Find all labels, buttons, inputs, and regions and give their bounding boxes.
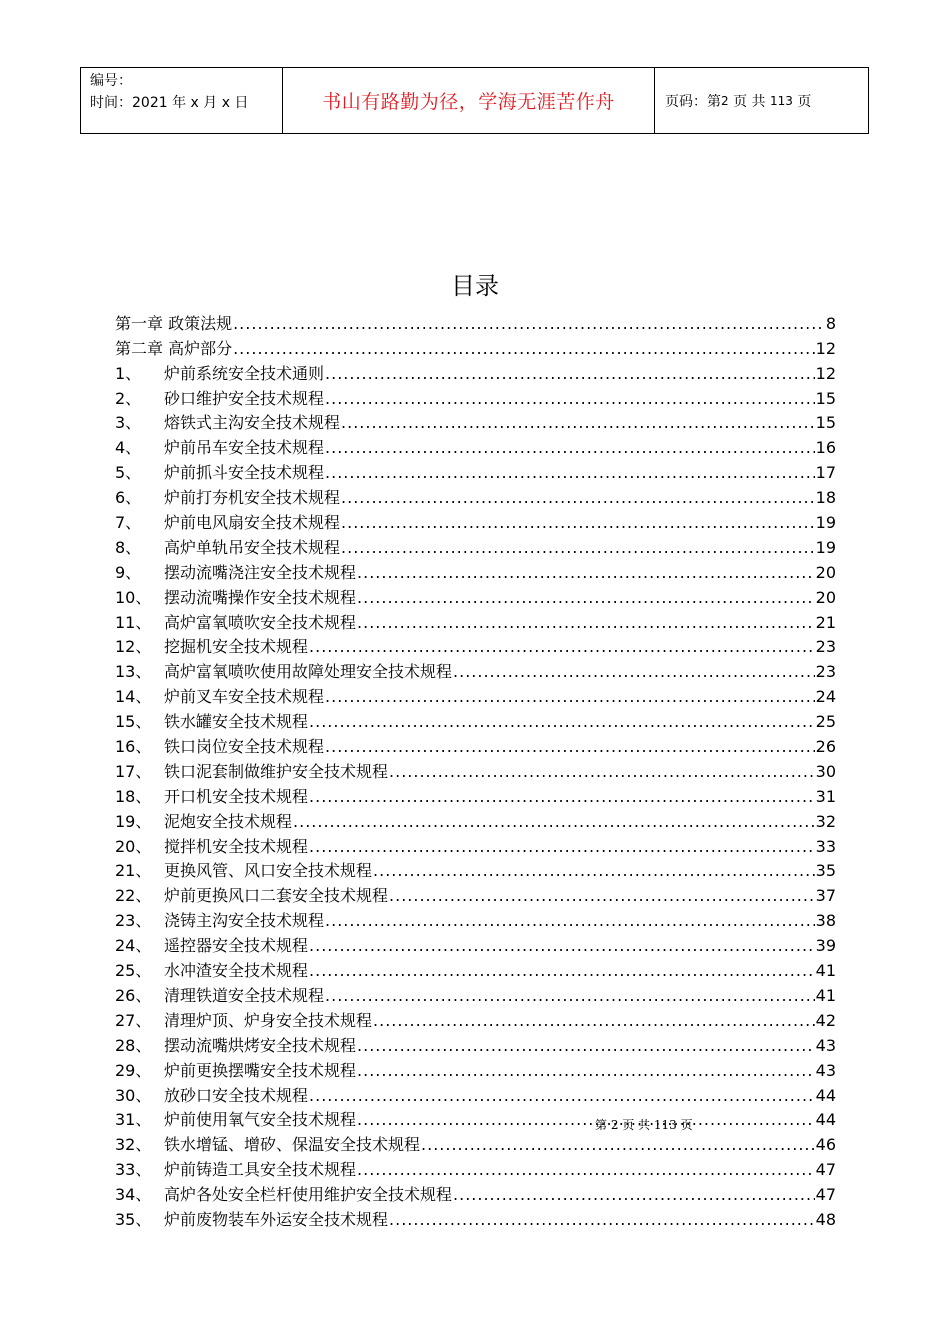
toc-leader-dots <box>389 1210 815 1230</box>
toc-entry[interactable] <box>115 583 836 608</box>
toc-entry[interactable] <box>115 409 836 434</box>
toc-entry-title: 炉前使用氧气安全技术规程 <box>164 1110 357 1130</box>
toc-leader-dots <box>341 413 815 433</box>
toc-leader-dots <box>325 986 815 1006</box>
toc-entry[interactable] <box>115 508 836 533</box>
toc-entry-page: 41 <box>815 961 836 981</box>
toc-entry-page: 23 <box>815 662 836 682</box>
toc-leader-dots <box>357 613 815 633</box>
toc-entry-number: 18、 <box>115 786 152 806</box>
toc-entry-title: 高炉富氧喷吹使用故障处理安全技术规程 <box>164 662 453 682</box>
toc-entry-title: 炉前打夯机安全技术规程 <box>164 488 341 508</box>
toc-entry[interactable] <box>115 657 836 682</box>
toc-entry-title: 铁口泥套制做维护安全技术规程 <box>164 761 389 781</box>
toc-entry-page: 19 <box>815 513 836 533</box>
toc-entry-title: 摆动流嘴浇注安全技术规程 <box>164 562 357 582</box>
toc-entry-number: 16、 <box>115 737 152 757</box>
toc-entry-number: 20、 <box>115 836 152 856</box>
toc-leader-dots <box>309 787 815 807</box>
toc-entry[interactable] <box>115 881 836 906</box>
toc-entry[interactable] <box>115 782 836 807</box>
toc-entry-page: 19 <box>815 537 836 557</box>
toc-entry[interactable] <box>115 707 836 732</box>
page-prefix: 页码：第 <box>665 93 721 110</box>
toc-entry-title: 铁水增锰、增矽、保温安全技术规程 <box>164 1135 421 1155</box>
toc-entry-page: 30 <box>815 761 836 781</box>
toc-entry-number: 15、 <box>115 712 152 732</box>
toc-entry[interactable] <box>115 359 836 384</box>
toc-entry-page: 25 <box>815 712 836 732</box>
toc-leader-dots <box>357 588 815 608</box>
toc-entry[interactable] <box>115 483 836 508</box>
toc-entry[interactable] <box>115 1006 836 1031</box>
toc-entry-page: 48 <box>815 1209 836 1229</box>
toc-entry-number: 8、 <box>115 537 142 557</box>
toc-entry[interactable] <box>115 1130 836 1155</box>
toc-entry[interactable] <box>115 981 836 1006</box>
toc-entry-title: 炉前铸造工具安全技术规程 <box>164 1160 357 1180</box>
toc-entry-number: 2、 <box>115 388 142 408</box>
toc-entry-title: 泥炮安全技术规程 <box>164 811 293 831</box>
toc-entry[interactable] <box>115 832 836 857</box>
toc-entry[interactable] <box>115 732 836 757</box>
toc-entry-title: 炉前叉车安全技术规程 <box>164 687 325 707</box>
toc-entry-title: 高炉各处安全栏杆使用维护安全技术规程 <box>164 1185 453 1205</box>
document-header <box>80 67 869 134</box>
toc-entry[interactable] <box>115 334 836 359</box>
toc-entry-title: 炉前系统安全技术通则 <box>164 363 325 383</box>
toc-entry-title: 炉前吊车安全技术规程 <box>164 438 325 458</box>
toc-entry-number: 10、 <box>115 587 152 607</box>
toc-leader-dots <box>357 1160 815 1180</box>
toc-entry-title: 摆动流嘴烘烤安全技术规程 <box>164 1035 357 1055</box>
toc-entry-title: 开口机安全技术规程 <box>164 786 309 806</box>
toc-entry-number: 33、 <box>115 1160 152 1180</box>
toc-entry-number: 11、 <box>115 612 152 632</box>
toc-leader-dots <box>309 936 815 956</box>
toc-leader-dots <box>233 339 815 359</box>
toc-entry-page: 12 <box>815 363 836 383</box>
toc-entry[interactable] <box>115 1081 836 1106</box>
toc-entry-page: 24 <box>815 687 836 707</box>
toc-entry-page: 47 <box>815 1160 836 1180</box>
toc-entry-number: 14、 <box>115 687 152 707</box>
toc-entry-page: 15 <box>815 388 836 408</box>
toc-entry[interactable] <box>115 633 836 658</box>
toc-leader-dots <box>309 637 815 657</box>
toc-entry[interactable] <box>115 807 836 832</box>
toc-leader-dots <box>309 961 815 981</box>
toc-leader-dots <box>373 861 815 881</box>
toc-leader-dots <box>325 463 815 483</box>
toc-entry-number: 23、 <box>115 911 152 931</box>
toc-entry-number: 34、 <box>115 1185 152 1205</box>
toc-entry[interactable] <box>115 1155 836 1180</box>
toc-entry[interactable] <box>115 931 836 956</box>
toc-entry-page: 37 <box>815 886 836 906</box>
toc-entry-page: 47 <box>815 1185 836 1205</box>
toc-leader-dots <box>357 1110 815 1130</box>
toc-entry[interactable] <box>115 433 836 458</box>
page-mid: 页 共 <box>733 93 766 110</box>
toc-entry-number: 7、 <box>115 513 142 533</box>
toc-leader-dots <box>453 662 815 682</box>
toc-leader-dots <box>421 1135 815 1155</box>
toc-entry-number: 13、 <box>115 662 152 682</box>
toc-entry-number: 21、 <box>115 861 152 881</box>
table-of-contents <box>115 309 836 1230</box>
toc-entry-number: 17、 <box>115 761 152 781</box>
toc-entry-title: 熔铁式主沟安全技术规程 <box>164 413 341 433</box>
header-meta <box>81 68 283 133</box>
toc-entry-title: 第一章 政策法规 <box>115 313 233 333</box>
toc-entry-page: 44 <box>815 1110 836 1130</box>
toc-entry-page: 32 <box>815 811 836 831</box>
toc-entry-number: 6、 <box>115 488 142 508</box>
toc-leader-dots <box>341 538 815 558</box>
toc-entry-page: 46 <box>815 1135 836 1155</box>
toc-entry-title: 炉前抓斗安全技术规程 <box>164 463 325 483</box>
toc-entry-number: 3、 <box>115 413 142 433</box>
toc-entry-page: 17 <box>815 463 836 483</box>
toc-entry[interactable] <box>115 533 836 558</box>
toc-entry-number: 32、 <box>115 1135 152 1155</box>
toc-entry[interactable] <box>115 309 836 334</box>
toc-entry-number: 35、 <box>115 1209 152 1229</box>
toc-entry-page: 21 <box>815 612 836 632</box>
toc-leader-dots <box>309 837 815 857</box>
toc-leader-dots <box>309 712 815 732</box>
toc-entry-page: 38 <box>815 911 836 931</box>
toc-entry[interactable] <box>115 906 836 931</box>
toc-entry-number: 1、 <box>115 363 142 383</box>
toc-entry-number: 25、 <box>115 961 152 981</box>
toc-title: 目录 <box>451 272 499 300</box>
toc-entry-number: 19、 <box>115 811 152 831</box>
toc-leader-dots <box>325 364 815 384</box>
toc-leader-dots <box>325 438 815 458</box>
toc-entry-number: 30、 <box>115 1085 152 1105</box>
toc-entry-number: 4、 <box>115 438 142 458</box>
toc-entry-title: 第二章 高炉部分 <box>115 338 233 358</box>
toc-leader-dots <box>233 314 825 334</box>
toc-leader-dots <box>357 563 815 583</box>
toc-entry-number: 31、 <box>115 1110 152 1130</box>
toc-leader-dots <box>373 1011 815 1031</box>
toc-entry-number: 26、 <box>115 985 152 1005</box>
toc-entry-title: 挖掘机安全技术规程 <box>164 637 309 657</box>
toc-entry-number: 29、 <box>115 1060 152 1080</box>
toc-entry-number: 12、 <box>115 637 152 657</box>
toc-entry-title: 炉前废物装车外运安全技术规程 <box>164 1209 389 1229</box>
toc-leader-dots <box>309 1086 815 1106</box>
page-total: 113 <box>770 93 793 108</box>
toc-entry-title: 高炉富氧喷吹安全技术规程 <box>164 612 357 632</box>
toc-entry-title: 炉前更换风口二套安全技术规程 <box>164 886 389 906</box>
toc-entry-page: 12 <box>815 338 836 358</box>
toc-entry[interactable] <box>115 1031 836 1056</box>
toc-leader-dots <box>341 488 815 508</box>
toc-entry-title: 更换风管、风口安全技术规程 <box>164 861 373 881</box>
toc-leader-dots <box>293 812 815 832</box>
toc-entry-title: 水冲渣安全技术规程 <box>164 961 309 981</box>
toc-entry-title: 放砂口安全技术规程 <box>164 1085 309 1105</box>
toc-entry[interactable] <box>115 682 836 707</box>
toc-entry-title: 铁口岗位安全技术规程 <box>164 737 325 757</box>
motto-text: 书山有路勤为径，学海无涯苦作舟 <box>322 91 615 113</box>
toc-entry-page: 18 <box>815 488 836 508</box>
footer-page-number: 第 2 页 共 113 页 <box>595 1118 693 1132</box>
toc-entry-title: 搅拌机安全技术规程 <box>164 836 309 856</box>
toc-entry-page: 42 <box>815 1010 836 1030</box>
toc-entry-page: 20 <box>815 587 836 607</box>
toc-entry-title: 高炉单轨吊安全技术规程 <box>164 537 341 557</box>
toc-leader-dots <box>325 737 815 757</box>
toc-entry-number: 28、 <box>115 1035 152 1055</box>
page-suffix: 页 <box>797 93 812 110</box>
header-page-info <box>655 68 868 133</box>
toc-entry-page: 43 <box>815 1060 836 1080</box>
toc-leader-dots <box>325 389 815 409</box>
toc-entry-number: 27、 <box>115 1010 152 1030</box>
toc-entry-title: 砂口维护安全技术规程 <box>164 388 325 408</box>
toc-entry[interactable] <box>115 558 836 583</box>
toc-entry-number: 24、 <box>115 936 152 956</box>
toc-entry-page: 23 <box>815 637 836 657</box>
toc-entry-title: 炉前更换摆嘴安全技术规程 <box>164 1060 357 1080</box>
toc-entry[interactable] <box>115 1056 836 1081</box>
toc-entry[interactable] <box>115 1106 836 1131</box>
header-motto-cell <box>283 68 655 133</box>
toc-leader-dots <box>389 762 815 782</box>
toc-leader-dots <box>357 1061 815 1081</box>
toc-leader-dots <box>325 911 815 931</box>
toc-leader-dots <box>341 513 815 533</box>
toc-entry-title: 清理炉顶、炉身安全技术规程 <box>164 1010 373 1030</box>
toc-leader-dots <box>389 886 815 906</box>
toc-entry-number: 9、 <box>115 562 142 582</box>
toc-entry-page: 35 <box>815 861 836 881</box>
toc-entry-number: 22、 <box>115 886 152 906</box>
toc-entry[interactable] <box>115 384 836 409</box>
toc-entry-page: 15 <box>815 413 836 433</box>
toc-entry-title: 铁水罐安全技术规程 <box>164 712 309 732</box>
toc-entry-title: 炉前电风扇安全技术规程 <box>164 513 341 533</box>
date-label: 时间：2021 年 x 月 x 日 <box>90 95 249 111</box>
toc-entry-title: 摆动流嘴操作安全技术规程 <box>164 587 357 607</box>
toc-entry[interactable] <box>115 1205 836 1230</box>
toc-leader-dots <box>357 1036 815 1056</box>
toc-entry-page: 33 <box>815 836 836 856</box>
toc-entry-page: 31 <box>815 786 836 806</box>
toc-entry[interactable] <box>115 458 836 483</box>
toc-entry-page: 43 <box>815 1035 836 1055</box>
toc-entry[interactable] <box>115 1180 836 1205</box>
toc-entry-page: 20 <box>815 562 836 582</box>
toc-entry-page: 26 <box>815 737 836 757</box>
toc-entry-title: 浇铸主沟安全技术规程 <box>164 911 325 931</box>
toc-entry-number: 5、 <box>115 463 142 483</box>
toc-entry-page: 44 <box>815 1085 836 1105</box>
toc-entry[interactable] <box>115 608 836 633</box>
toc-leader-dots <box>453 1185 815 1205</box>
toc-entry-title: 清理铁道安全技术规程 <box>164 985 325 1005</box>
serial-number-label: 编号： <box>90 73 132 89</box>
toc-entry[interactable] <box>115 757 836 782</box>
toc-entry-page: 41 <box>815 985 836 1005</box>
toc-entry-page: 16 <box>815 438 836 458</box>
toc-entry-page: 39 <box>815 936 836 956</box>
toc-entry[interactable] <box>115 956 836 981</box>
toc-entry[interactable] <box>115 857 836 882</box>
toc-entry-title: 遥控器安全技术规程 <box>164 936 309 956</box>
toc-leader-dots <box>325 687 815 707</box>
toc-entry-page: 8 <box>825 313 836 333</box>
page-number: 2 <box>721 93 729 108</box>
